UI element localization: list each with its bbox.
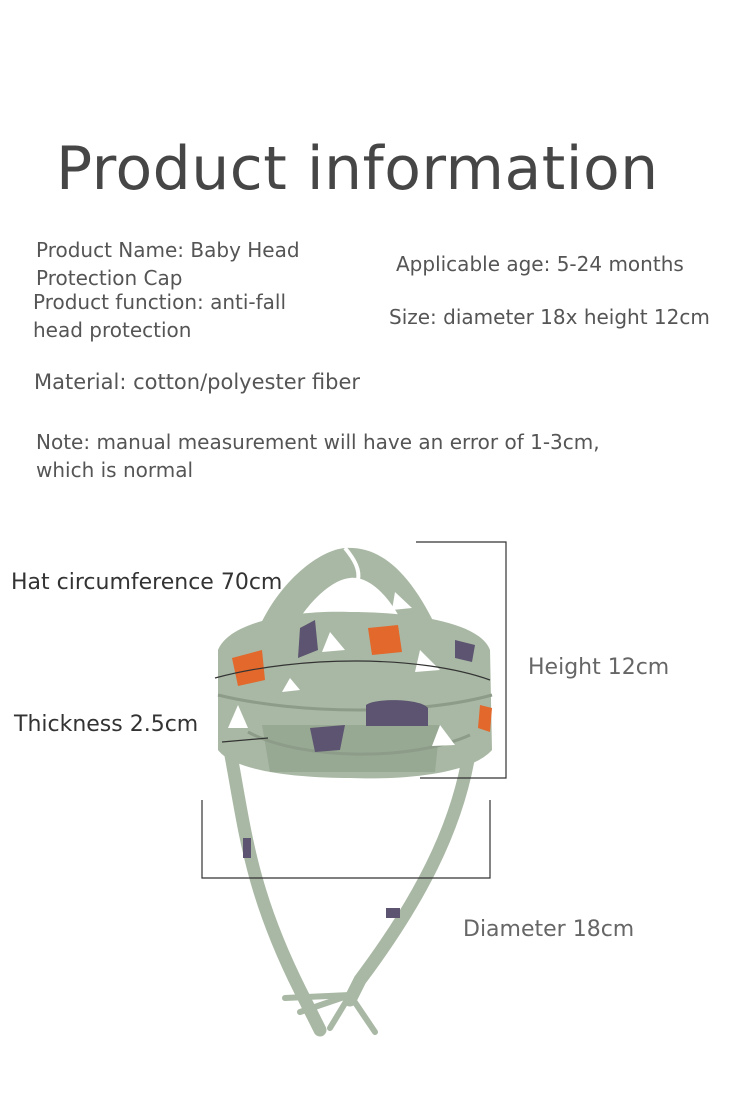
measurement-note: Note: manual measurement will have an error of 1-3cm, which is normal: [36, 430, 600, 482]
inner-pad: [262, 725, 440, 772]
orange-print: [478, 705, 492, 732]
height-label: Height 12cm: [528, 655, 670, 680]
strap-print: [243, 838, 251, 858]
strap-print: [386, 908, 400, 918]
orange-print: [368, 625, 402, 655]
purple-print: [310, 725, 345, 752]
bear-print: [366, 700, 428, 726]
product-function: Product function: anti-fall head protection: [33, 290, 287, 342]
page-title: Product information: [56, 134, 659, 204]
applicable-age: Applicable age: 5-24 months: [396, 252, 684, 276]
thickness-label: Thickness 2.5cm: [14, 712, 199, 737]
hat-circumference-label: Hat circumference 70cm: [11, 570, 283, 595]
product-name: Product Name: Baby Head Protection Cap: [36, 238, 300, 290]
product-material: Material: cotton/polyester fiber: [34, 370, 361, 394]
right-strap: [350, 760, 468, 1000]
diameter-label: Diameter 18cm: [463, 917, 635, 942]
left-strap: [230, 750, 320, 1030]
product-size: Size: diameter 18x height 12cm: [389, 305, 710, 329]
